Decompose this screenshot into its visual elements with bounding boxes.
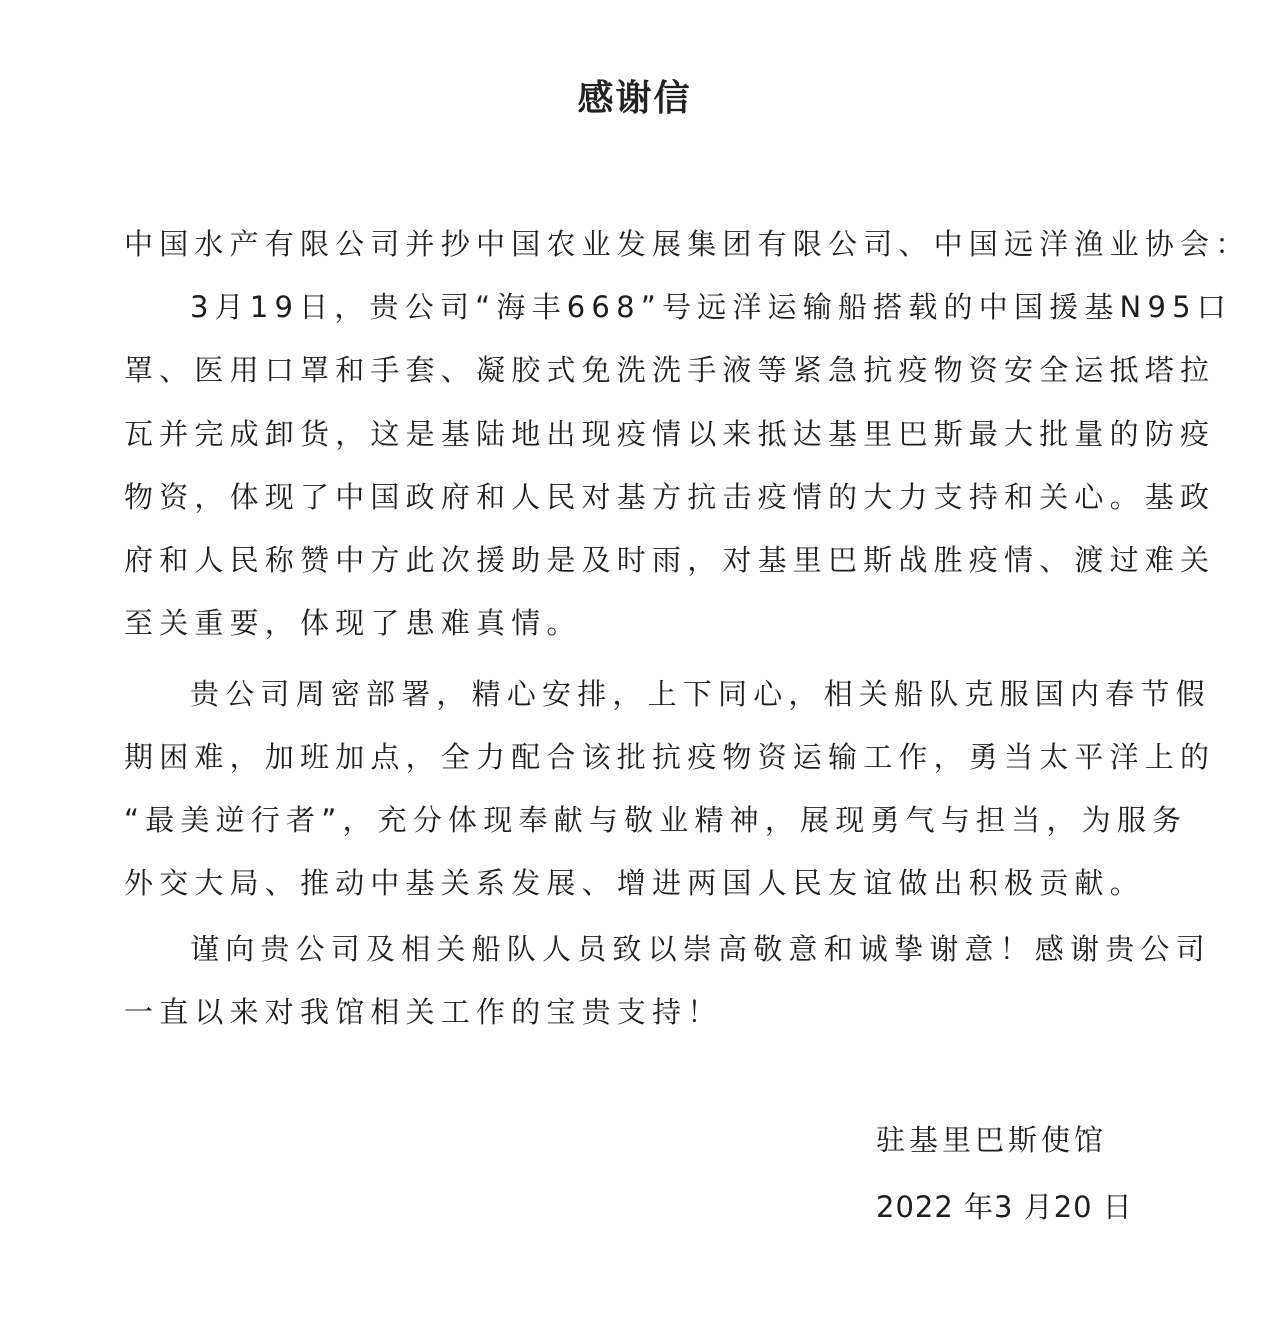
letter-title: 感谢信 [577, 78, 692, 119]
paragraph-1-line-5: 府和人民称赞中方此次援助是及时雨，对基里巴斯战胜疫情、渡过难关 [124, 543, 1216, 577]
sender-name: 驻基里巴斯使馆 [876, 1123, 1108, 1157]
paragraph-1-line-1: 3月19日，贵公司“海丰668”号远洋运输船搭载的中国援基N95口 [190, 290, 1232, 324]
salutation: 中国水产有限公司并抄中国农业发展集团有限公司、中国远洋渔业协会： [124, 227, 1251, 261]
paragraph-3-line-1: 谨向贵公司及相关船队人员致以崇高敬意和诚挚谢意！感谢贵公司 [190, 932, 1211, 966]
paragraph-1-line-6: 至关重要，体现了患难真情。 [124, 606, 582, 640]
paragraph-2-line-3: “最美逆行者”，充分体现奉献与敬业精神，展现勇气与担当，为服务 [124, 803, 1188, 837]
paragraph-2-line-4: 外交大局、推动中基关系发展、增进两国人民友谊做出积极贡献。 [124, 866, 1145, 900]
paragraph-2-line-2: 期困难，加班加点，全力配合该批抗疫物资运输工作，勇当太平洋上的 [124, 740, 1216, 774]
paragraph-1-line-4: 物资，体现了中国政府和人民对基方抗击疫情的大力支持和关心。基政 [124, 480, 1216, 514]
paragraph-2-line-1: 贵公司周密部署，精心安排，上下同心，相关船队克服国内春节假 [190, 677, 1211, 711]
paragraph-3-line-2: 一直以来对我馆相关工作的宝贵支持！ [124, 995, 723, 1029]
paragraph-1-line-3: 瓦并完成卸货，这是基陆地出现疫情以来抵达基里巴斯最大批量的防疫 [124, 417, 1216, 451]
paragraph-1-line-2: 罩、医用口罩和手套、凝胶式免洗洗手液等紧急抗疫物资安全运抵塔拉 [124, 353, 1216, 387]
letter-date: 2022 年3 月20 日 [876, 1190, 1133, 1224]
